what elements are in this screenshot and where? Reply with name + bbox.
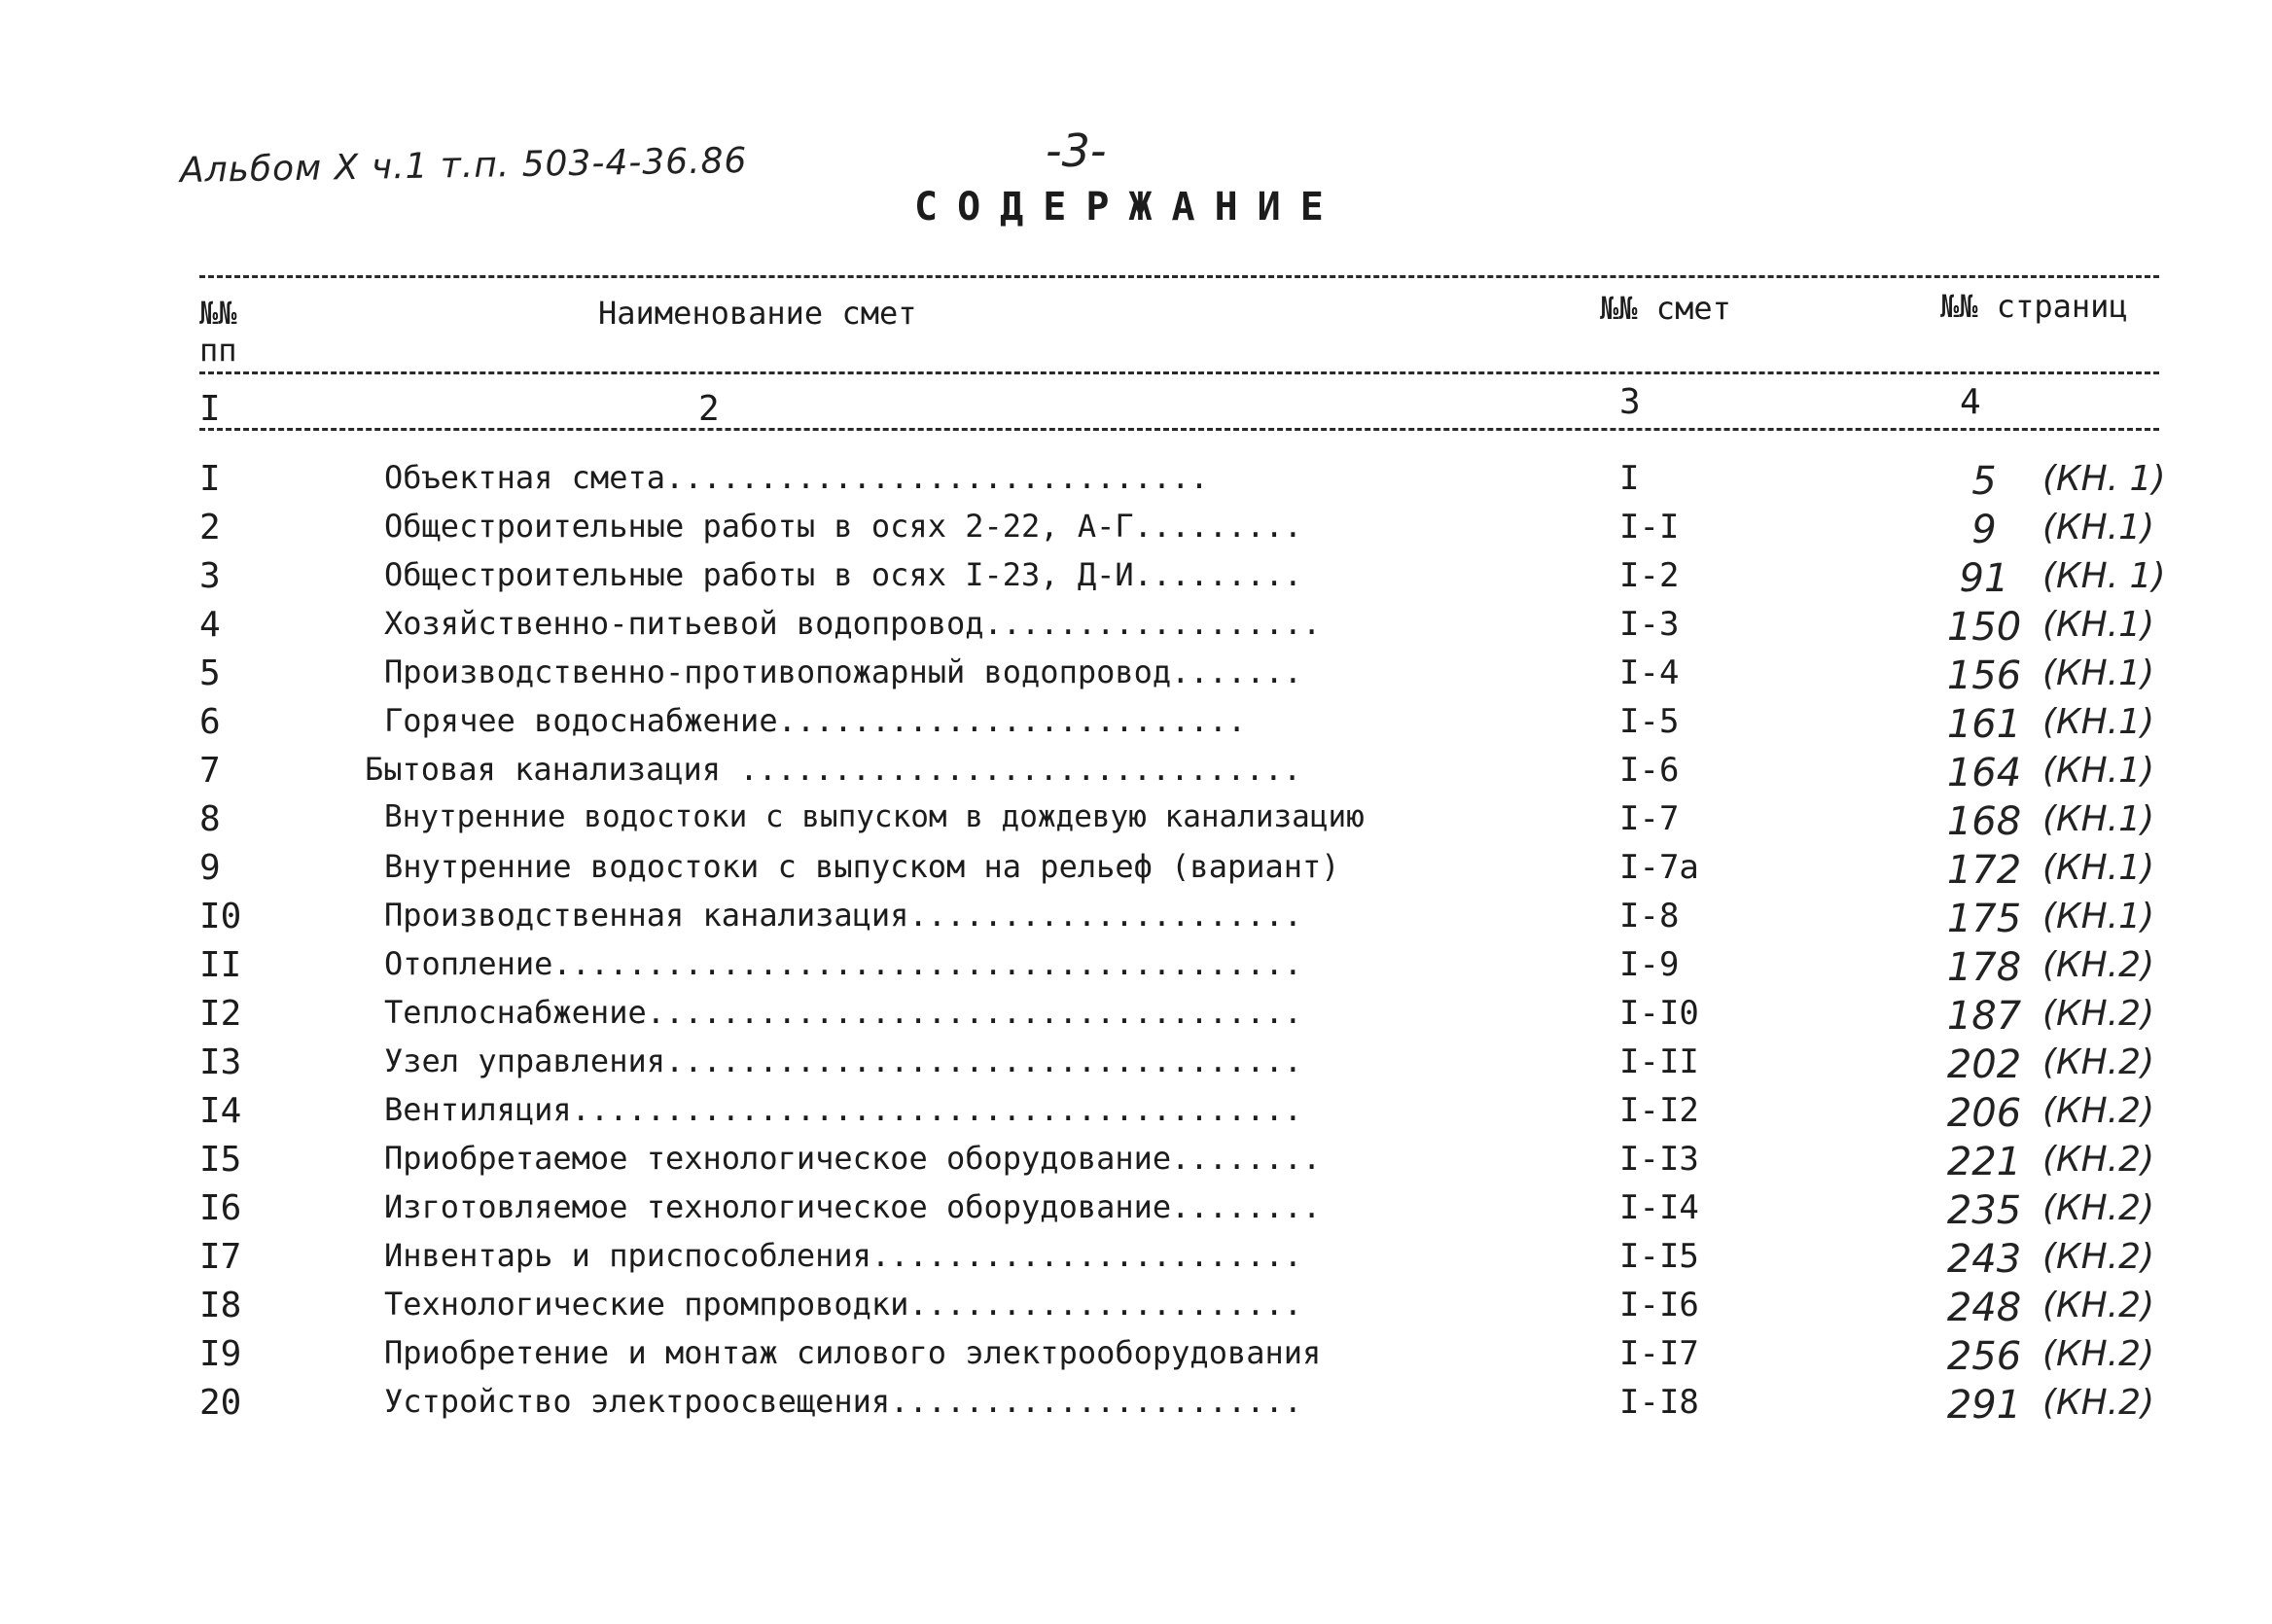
page-number-cell: 202: [1946, 1042, 2022, 1087]
estimate-name: Производственно-противопожарный водопровод.......: [384, 653, 1303, 690]
estimate-name: Устройство электроосвещения......................: [384, 1383, 1303, 1420]
estimate-number: I-I0: [1619, 994, 1699, 1033]
header-pages: №№ страниц: [1940, 288, 2128, 325]
page-number-cell: 256: [1946, 1334, 2022, 1379]
table-row: [0, 994, 2272, 1042]
row-number: 4: [199, 605, 221, 645]
book-reference: (КН.1): [2042, 653, 2155, 693]
book-reference: (КН.1): [2042, 751, 2155, 791]
row-number: 2: [199, 508, 221, 547]
table-row: [0, 702, 2272, 751]
page-number-cell: 187: [1946, 994, 2022, 1039]
column-number-2: 2: [698, 389, 720, 429]
book-reference: (КН.1): [2042, 605, 2155, 645]
album-reference: Альбом X ч.1 т.п. 503-4-36.86: [179, 140, 748, 192]
row-number: 7: [199, 751, 221, 791]
header-estimate: №№ смет: [1600, 290, 1731, 327]
book-reference: (КН.2): [2042, 1140, 2155, 1180]
estimate-number: I-4: [1619, 653, 1680, 692]
page-number-cell: 178: [1946, 945, 2022, 990]
estimate-number: I-2: [1619, 556, 1680, 595]
table-row: [0, 653, 2272, 702]
column-number-3: 3: [1619, 382, 1641, 422]
page-number-cell: 206: [1946, 1091, 2022, 1136]
estimate-name: Общестроительные работы в осях I-23, Д-И.........: [384, 556, 1303, 593]
page-number-cell: 235: [1946, 1188, 2022, 1233]
estimate-name: Технологические промпроводки.....................: [384, 1286, 1303, 1323]
header-name: Наименование смет: [598, 295, 917, 332]
book-reference: (КН.2): [2042, 1091, 2155, 1131]
page-number-cell: 9: [1971, 508, 1997, 552]
book-reference: (КН.1): [2042, 799, 2155, 839]
row-number: I0: [199, 897, 242, 936]
table-row: [0, 459, 2272, 508]
table-row: [0, 1140, 2272, 1188]
row-number: 20: [199, 1383, 242, 1423]
estimate-number: I-8: [1619, 897, 1680, 936]
page-number-cell: 161: [1946, 702, 2022, 747]
row-number: 9: [199, 848, 221, 888]
estimate-name: Внутренние водостоки с выпуском на рельеф (вариант): [384, 848, 1340, 885]
row-number: I9: [199, 1334, 242, 1374]
page-number-cell: 172: [1946, 848, 2022, 893]
book-reference: (КН.1): [2042, 508, 2155, 547]
estimate-name: Теплоснабжение...................................: [384, 994, 1303, 1031]
estimate-number: I-I5: [1619, 1237, 1699, 1276]
book-reference: (КН.2): [2042, 1042, 2155, 1082]
page-number-cell: 168: [1946, 799, 2022, 844]
table-row: [0, 1237, 2272, 1286]
table-row: [0, 848, 2272, 897]
book-reference: (КН.2): [2042, 994, 2155, 1034]
estimate-name: Вентиляция.......................................: [384, 1091, 1303, 1128]
page-number-cell: 164: [1946, 751, 2022, 795]
estimate-number: I-I6: [1619, 1286, 1699, 1324]
book-reference: (КН.2): [2042, 945, 2155, 985]
book-reference: (КН. 1): [2042, 459, 2166, 499]
estimate-name: Отопление........................................: [384, 945, 1303, 982]
table-row: [0, 1042, 2272, 1091]
book-reference: (КН.1): [2042, 848, 2155, 888]
book-reference: (КН.1): [2042, 702, 2155, 742]
table-row: [0, 799, 2272, 848]
table-row: [0, 1286, 2272, 1334]
estimate-name: Бытовая канализация ..............................: [365, 751, 1302, 788]
header-rule: [199, 371, 2159, 374]
table-row: [0, 945, 2272, 994]
table-row: [0, 556, 2272, 605]
estimate-name: Хозяйственно-питьевой водопровод..................: [384, 605, 1322, 642]
page-number-cell: 243: [1946, 1237, 2022, 1282]
estimate-number: I-II: [1619, 1042, 1699, 1081]
estimate-name: Приобретение и монтаж силового электрооборудования: [384, 1334, 1322, 1371]
estimate-number: I: [1619, 459, 1640, 498]
estimate-number: I-9: [1619, 945, 1680, 984]
row-number: 6: [199, 702, 221, 742]
table-row: [0, 1188, 2272, 1237]
row-number: II: [199, 945, 242, 985]
row-number: 8: [199, 799, 221, 839]
row-number: I2: [199, 994, 242, 1034]
page-number-cell: 175: [1946, 897, 2022, 941]
estimate-number: I-6: [1619, 751, 1680, 790]
estimate-number: I-I7: [1619, 1334, 1699, 1373]
page-number-cell: 291: [1946, 1383, 2022, 1428]
page-number-cell: 150: [1946, 605, 2022, 650]
estimate-number: I-I: [1619, 508, 1680, 547]
table-top-rule: [199, 275, 2159, 278]
book-reference: (КН.2): [2042, 1188, 2155, 1228]
book-reference: (КН. 1): [2042, 556, 2166, 596]
table-row: [0, 1334, 2272, 1383]
header-num: №№ пп: [199, 295, 237, 369]
estimate-name: Горячее водоснабжение.........................: [384, 702, 1247, 739]
estimate-number: I-I4: [1619, 1188, 1699, 1227]
page-number-cell: 5: [1971, 459, 1997, 504]
book-reference: (КН.1): [2042, 897, 2155, 936]
estimate-number: I-5: [1619, 702, 1680, 741]
document-title: СОДЕРЖАНИЕ: [914, 185, 1343, 229]
estimate-number: I-I2: [1619, 1091, 1699, 1130]
table-row: [0, 1383, 2272, 1431]
book-reference: (КН.2): [2042, 1334, 2155, 1374]
estimate-number: I-7а: [1619, 848, 1699, 887]
column-number-1: I: [199, 389, 221, 429]
estimate-number: I-3: [1619, 605, 1680, 644]
row-number: 3: [199, 556, 221, 596]
row-number: 5: [199, 653, 221, 693]
estimate-number: I-I3: [1619, 1140, 1699, 1179]
estimate-name: Объектная смета.............................: [384, 459, 1209, 496]
column-number-rule: [199, 428, 2159, 431]
page-number-cell: 156: [1946, 653, 2022, 698]
row-number: I4: [199, 1091, 242, 1131]
row-number: I5: [199, 1140, 242, 1180]
row-number: I3: [199, 1042, 242, 1082]
estimate-number: I-I8: [1619, 1383, 1699, 1422]
estimate-name: Узел управления..................................: [384, 1042, 1303, 1079]
page-number-cell: 91: [1959, 556, 2009, 601]
estimate-name: Внутренние водостоки с выпуском в дождевую канализацию: [384, 799, 1365, 834]
estimate-name: Изготовляемое технологическое оборудование........: [384, 1188, 1322, 1225]
book-reference: (КН.2): [2042, 1237, 2155, 1277]
estimate-number: I-7: [1619, 799, 1680, 838]
row-number: I6: [199, 1188, 242, 1228]
row-number: I7: [199, 1237, 242, 1277]
estimate-name: Общестроительные работы в осях 2-22, А-Г.........: [384, 508, 1303, 545]
table-row: [0, 508, 2272, 556]
page-number: -3-: [1046, 124, 1107, 177]
column-number-4: 4: [1960, 382, 1981, 422]
estimate-name: Инвентарь и приспособления.......................: [384, 1237, 1303, 1274]
book-reference: (КН.2): [2042, 1383, 2155, 1423]
estimate-name: Производственная канализация.....................: [384, 897, 1303, 934]
table-row: [0, 1091, 2272, 1140]
book-reference: (КН.2): [2042, 1286, 2155, 1325]
estimate-name: Приобретаемое технологическое оборудование........: [384, 1140, 1322, 1177]
page-number-cell: 221: [1946, 1140, 2022, 1184]
table-row: [0, 897, 2272, 945]
row-number: I8: [199, 1286, 242, 1325]
page-number-cell: 248: [1946, 1286, 2022, 1330]
table-row: [0, 751, 2272, 799]
row-number: I: [199, 459, 221, 499]
table-row: [0, 605, 2272, 653]
